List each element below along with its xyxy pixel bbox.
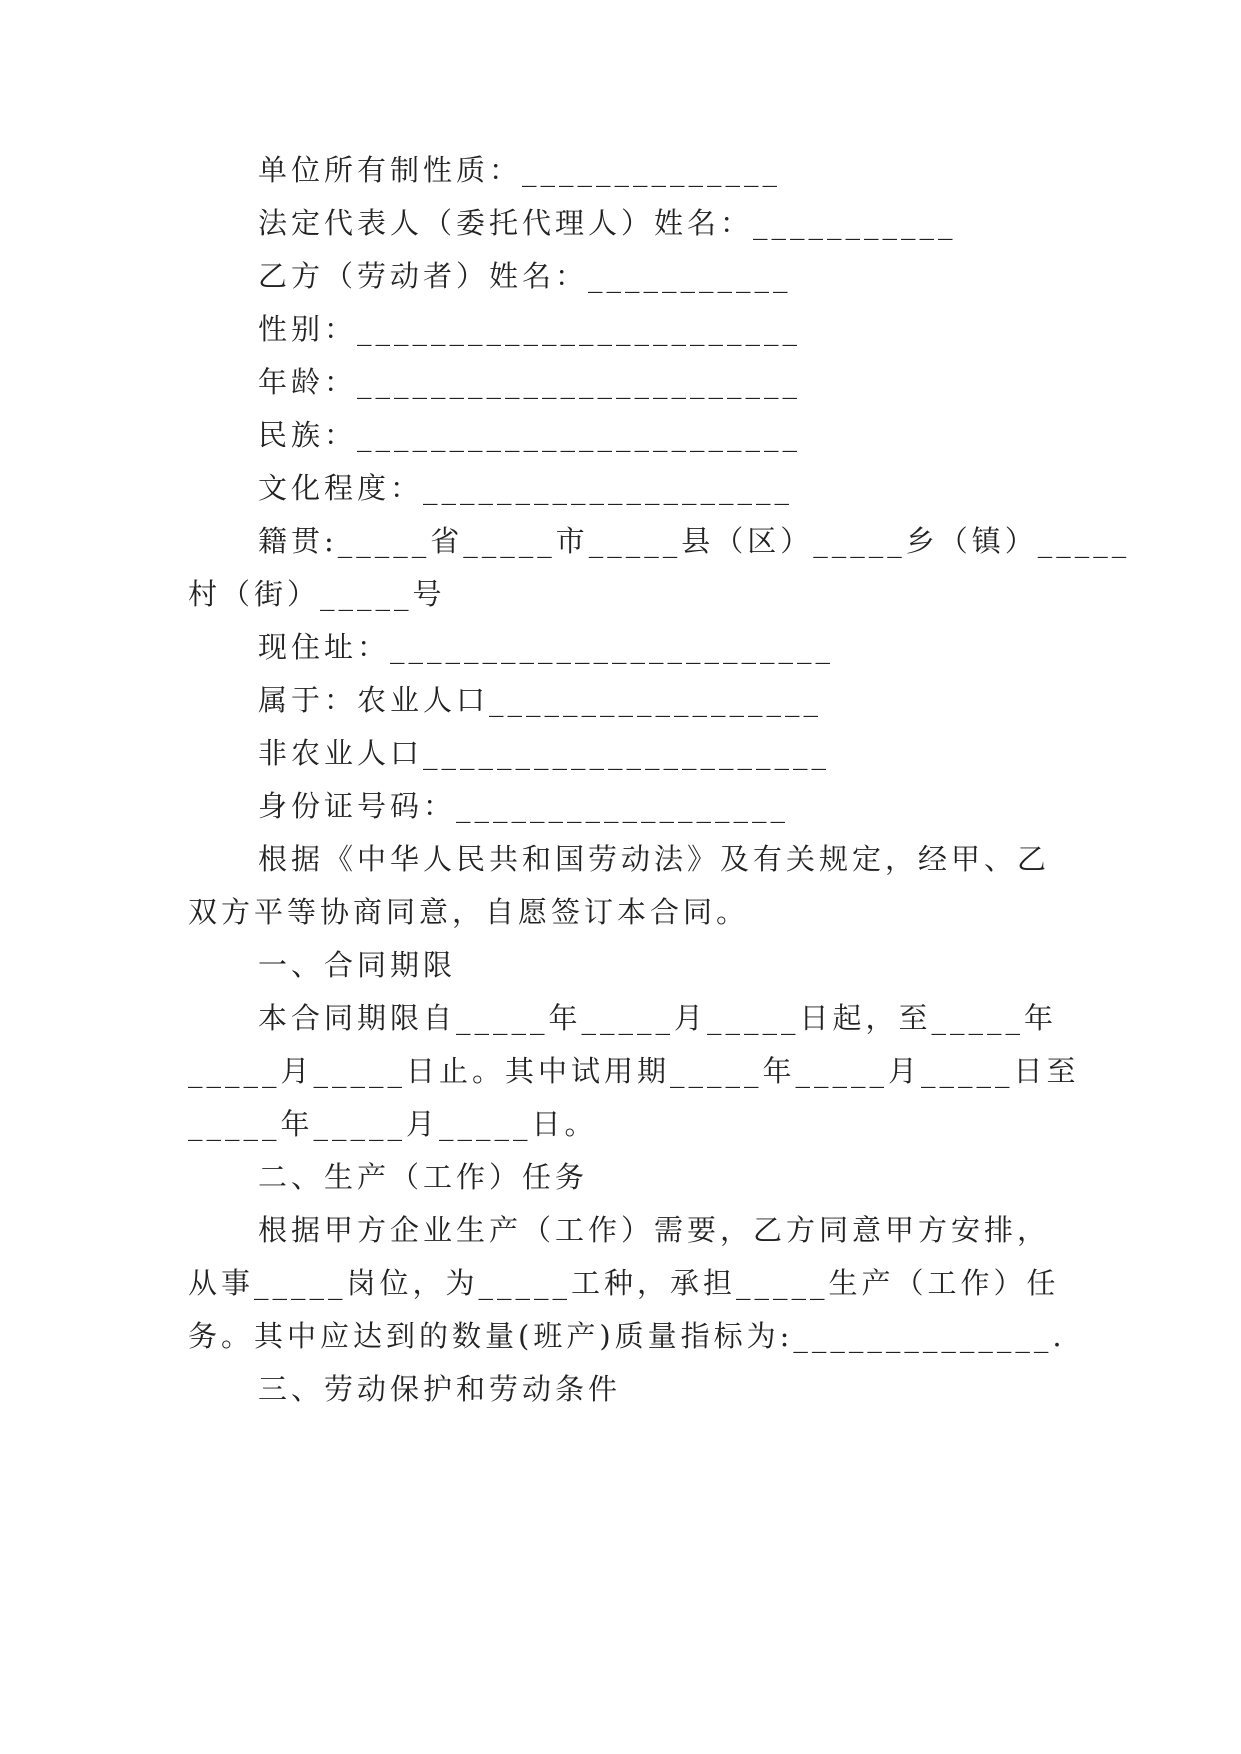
paragraph-production-task-cont: 从事_____岗位，为_____工种，承担_____生产（工作）任	[188, 1266, 1060, 1300]
paragraph-contract-term: 本合同期限自_____年_____月_____日起，至_____年	[258, 1001, 1058, 1035]
paragraph-contract-term-cont: _____月_____日止。其中试用期_____年_____月_____日至	[188, 1054, 1080, 1088]
field-non-agricultural-population: 非农业人口______________________	[258, 736, 831, 770]
paragraph-production-task: 根据甲方企业生产（工作）需要，乙方同意甲方安排，	[258, 1213, 1051, 1247]
section-heading-production-task: 二、生产（工作）任务	[258, 1160, 589, 1194]
field-ethnicity: 民族：________________________	[258, 418, 802, 452]
paragraph-production-task-end: 务。其中应达到的数量(班产)质量指标为:______________.	[188, 1319, 1066, 1353]
section-heading-labor-protection: 三、劳动保护和劳动条件	[258, 1372, 622, 1406]
field-native-place: 籍贯:_____省_____市_____县（区）_____乡（镇）_____	[258, 524, 1131, 558]
field-agricultural-population: 属于：农业人口__________________	[258, 683, 823, 717]
field-worker-name: 乙方（劳动者）姓名：___________	[258, 259, 792, 293]
field-education: 文化程度：____________________	[258, 471, 794, 505]
field-id-number: 身份证号码：__________________	[258, 789, 790, 823]
field-legal-representative: 法定代表人（委托代理人）姓名：___________	[258, 206, 957, 240]
paragraph-basis-cont: 双方平等协商同意，自愿签订本合同。	[188, 895, 750, 929]
field-native-place-cont: 村（街）_____号	[188, 577, 446, 611]
field-age: 年龄：________________________	[258, 365, 802, 399]
field-gender: 性别：________________________	[258, 312, 802, 346]
paragraph-contract-term-end: _____年_____月_____日。	[188, 1107, 598, 1141]
section-heading-contract-term: 一、合同期限	[258, 948, 457, 982]
paragraph-basis: 根据《中华人民共和国劳动法》及有关规定，经甲、乙	[258, 842, 1051, 876]
field-ownership-type: 单位所有制性质：______________	[258, 153, 782, 187]
field-current-address: 现住址：________________________	[258, 630, 835, 664]
